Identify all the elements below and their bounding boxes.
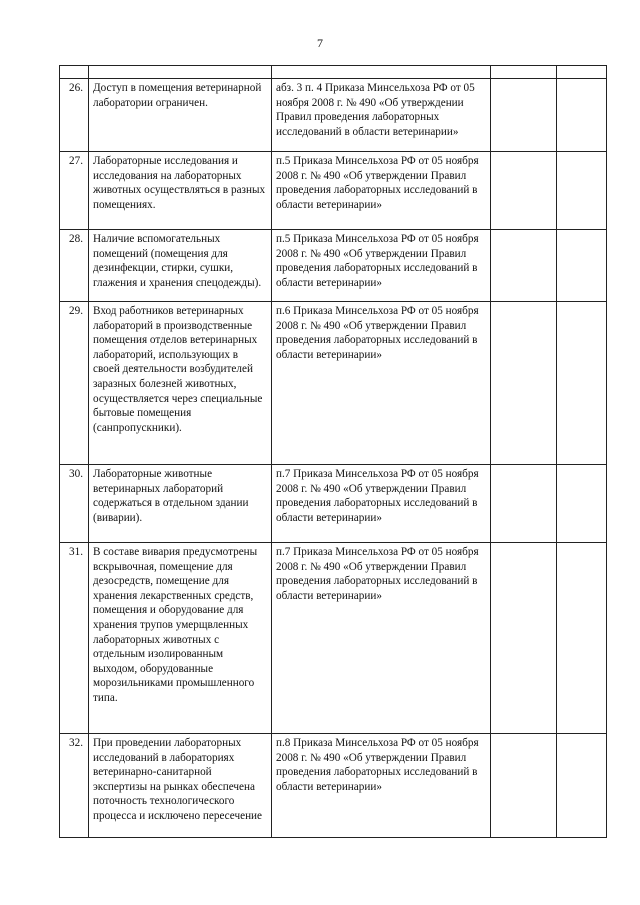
requirement-cell: Лабораторные исследования и исследования на лабораторных животных осуществляться в разных помещениях. xyxy=(89,152,272,230)
empty-cell xyxy=(557,152,607,230)
reference-cell: п.8 Приказа Минсельхоза РФ от 05 ноября 2008 г. № 490 «Об утверждении Правил проведения лабораторных исследований в области ветеринарии» xyxy=(272,734,491,838)
empty-cell xyxy=(557,230,607,302)
row-number: 26. xyxy=(60,79,89,152)
empty-cell xyxy=(557,734,607,838)
reference-cell: п.5 Приказа Минсельхоза РФ от 05 ноября 2008 г. № 490 «Об утверждении Правил проведения лабораторных исследований в области ветеринарии» xyxy=(272,152,491,230)
requirement-cell: Вход работников ветеринарных лабораторий в производственные помещения отделов ветеринарных лабораторий, использующих в своей деятельности возбудителей заразных болезней животных, осуществляется через специальные бытовые помещения (санпропускники). xyxy=(89,302,272,465)
table-row xyxy=(60,302,607,465)
requirement-cell: Лабораторные животные ветеринарных лабораторий содержаться в отдельном здании (виварии). xyxy=(89,465,272,543)
reference-cell: п.7 Приказа Минсельхоза РФ от 05 ноября 2008 г. № 490 «Об утверждении Правил проведения лабораторных исследований в области ветеринарии» xyxy=(272,465,491,543)
requirement-cell: Доступ в помещения ветеринарной лаборатории ограничен. xyxy=(89,79,272,152)
table-row xyxy=(60,230,607,302)
table-row xyxy=(60,734,607,838)
row-number: 31. xyxy=(60,543,89,734)
table-row xyxy=(60,465,607,543)
reference-cell: п.7 Приказа Минсельхоза РФ от 05 ноября 2008 г. № 490 «Об утверждении Правил проведения лабораторных исследований в области ветеринарии» xyxy=(272,543,491,734)
empty-cell xyxy=(557,302,607,465)
reference-cell: п.5 Приказа Минсельхоза РФ от 05 ноября 2008 г. № 490 «Об утверждении Правил проведения лабораторных исследований в области ветеринарии» xyxy=(272,230,491,302)
row-number: 27. xyxy=(60,152,89,230)
table-row-stub xyxy=(60,66,607,79)
requirement-cell: Наличие вспомогательных помещений (помещения для дезинфекции, стирки, сушки, глажения и хранения спецодежды). xyxy=(89,230,272,302)
empty-cell xyxy=(491,152,557,230)
empty-cell xyxy=(491,79,557,152)
row-number: 30. xyxy=(60,465,89,543)
empty-cell xyxy=(491,465,557,543)
checklist-table xyxy=(59,65,607,838)
requirement-cell: При проведении лабораторных исследований в лабораториях ветеринарно-санитарной экспертизы на рынках обеспечена поточность технологического процесса и исключено пересечение xyxy=(89,734,272,838)
table-row xyxy=(60,79,607,152)
requirement-cell: В составе вивария предусмотрены вскрывочная, помещение для дезосредств, помещение для хранения лекарственных средств, помещения и оборудование для хранения трупов умерщвленных лабораторных животных с отдельным изолированным выходом, оборудованные морозильниками промышленного типа. xyxy=(89,543,272,734)
page-number: 7 xyxy=(317,36,323,50)
empty-cell xyxy=(491,302,557,465)
empty-cell xyxy=(557,79,607,152)
table-row xyxy=(60,543,607,734)
empty-cell xyxy=(557,543,607,734)
empty-cell xyxy=(557,465,607,543)
empty-cell xyxy=(491,734,557,838)
row-number: 28. xyxy=(60,230,89,302)
row-number: 29. xyxy=(60,302,89,465)
empty-cell xyxy=(491,543,557,734)
reference-cell: абз. 3 п. 4 Приказа Минсельхоза РФ от 05 ноября 2008 г. № 490 «Об утверждении Правил проведения лабораторных исследований в области ветеринарии» xyxy=(272,79,491,152)
reference-cell: п.6 Приказа Минсельхоза РФ от 05 ноября 2008 г. № 490 «Об утверждении Правил проведения лабораторных исследований в области ветеринарии» xyxy=(272,302,491,465)
row-number: 32. xyxy=(60,734,89,838)
empty-cell xyxy=(491,230,557,302)
table-row xyxy=(60,152,607,230)
